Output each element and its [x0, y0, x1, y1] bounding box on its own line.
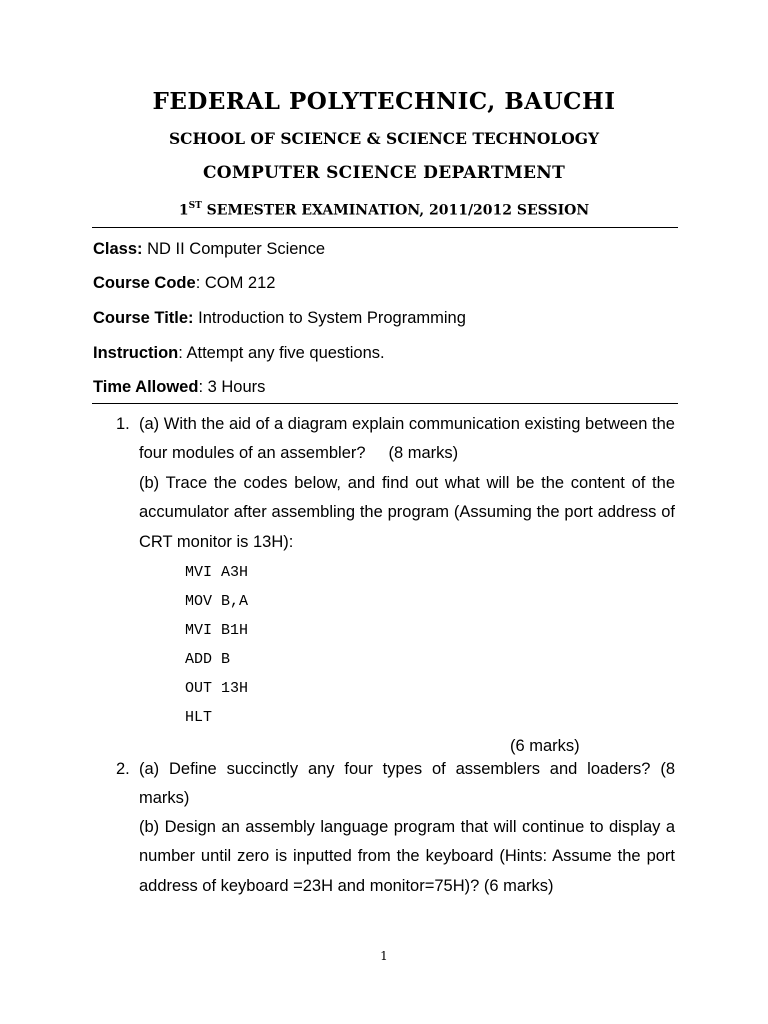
- institution-title: FEDERAL POLYTECHNIC, BAUCHI: [152, 88, 616, 115]
- question-2-number: 2.: [116, 760, 130, 778]
- question-2-part-b: (b) Design an assembly language program that will continue to display a number until zero is inputted from the keyboard (Hints: Assume the port address of keyboard =23H and monitor=75H)? (6 marks): [139, 818, 675, 895]
- question-1-part-a: (a) With the aid of a diagram explain communication existing between the four modules of an assembler? (8 marks): [139, 415, 675, 463]
- instruction-value: : Attempt any five questions.: [178, 344, 385, 362]
- course-code-label: Course Code: [93, 274, 196, 292]
- question-1-part-b-marks: (6 marks): [510, 737, 580, 755]
- instruction-line: [93, 344, 385, 363]
- question-1-part-b: (b) Trace the codes below, and find out what will be the content of the accumulator after assembling the program (Assuming the port address of CRT monitor is 13H):: [139, 474, 675, 551]
- course-title-value: Introduction to System Programming: [193, 309, 466, 327]
- time-allowed-line: [93, 378, 265, 397]
- course-title-line: [93, 309, 466, 328]
- question-2-part-a: (a) Define succinctly any four types of assemblers and loaders? (8 marks): [139, 760, 675, 808]
- code-line: MVI B1H: [185, 622, 249, 639]
- code-line: OUT 13H: [185, 680, 249, 697]
- class-value: ND II Computer Science: [142, 240, 326, 258]
- exam-title: [0, 202, 768, 219]
- meta-divider: [92, 403, 678, 404]
- class-label: Class:: [93, 240, 143, 258]
- code-line: ADD B: [185, 651, 231, 668]
- exam-ordinal: 1: [178, 202, 189, 219]
- instruction-label: Instruction: [93, 344, 179, 362]
- question-1-number: 1.: [116, 415, 130, 433]
- code-line: MVI A3H: [185, 564, 249, 581]
- header-divider: [92, 227, 678, 228]
- time-allowed-label: Time Allowed: [93, 378, 199, 396]
- class-line: [93, 240, 325, 259]
- code-line: HLT: [185, 709, 213, 726]
- exam-title-text: SEMESTER EXAMINATION, 2011/2012 SESSION: [201, 202, 590, 219]
- school-name: SCHOOL OF SCIENCE & SCIENCE TECHNOLOGY: [168, 129, 600, 148]
- course-code-line: [93, 274, 275, 293]
- course-code-value: : COM 212: [195, 274, 276, 292]
- exam-ordinal-suffix: ST: [188, 201, 202, 211]
- code-line: MOV B,A: [185, 593, 249, 610]
- department-name: COMPUTER SCIENCE DEPARTMENT: [202, 163, 566, 183]
- course-title-label: Course Title:: [93, 309, 194, 327]
- time-allowed-value: : 3 Hours: [198, 378, 266, 396]
- page-number: 1: [380, 949, 388, 963]
